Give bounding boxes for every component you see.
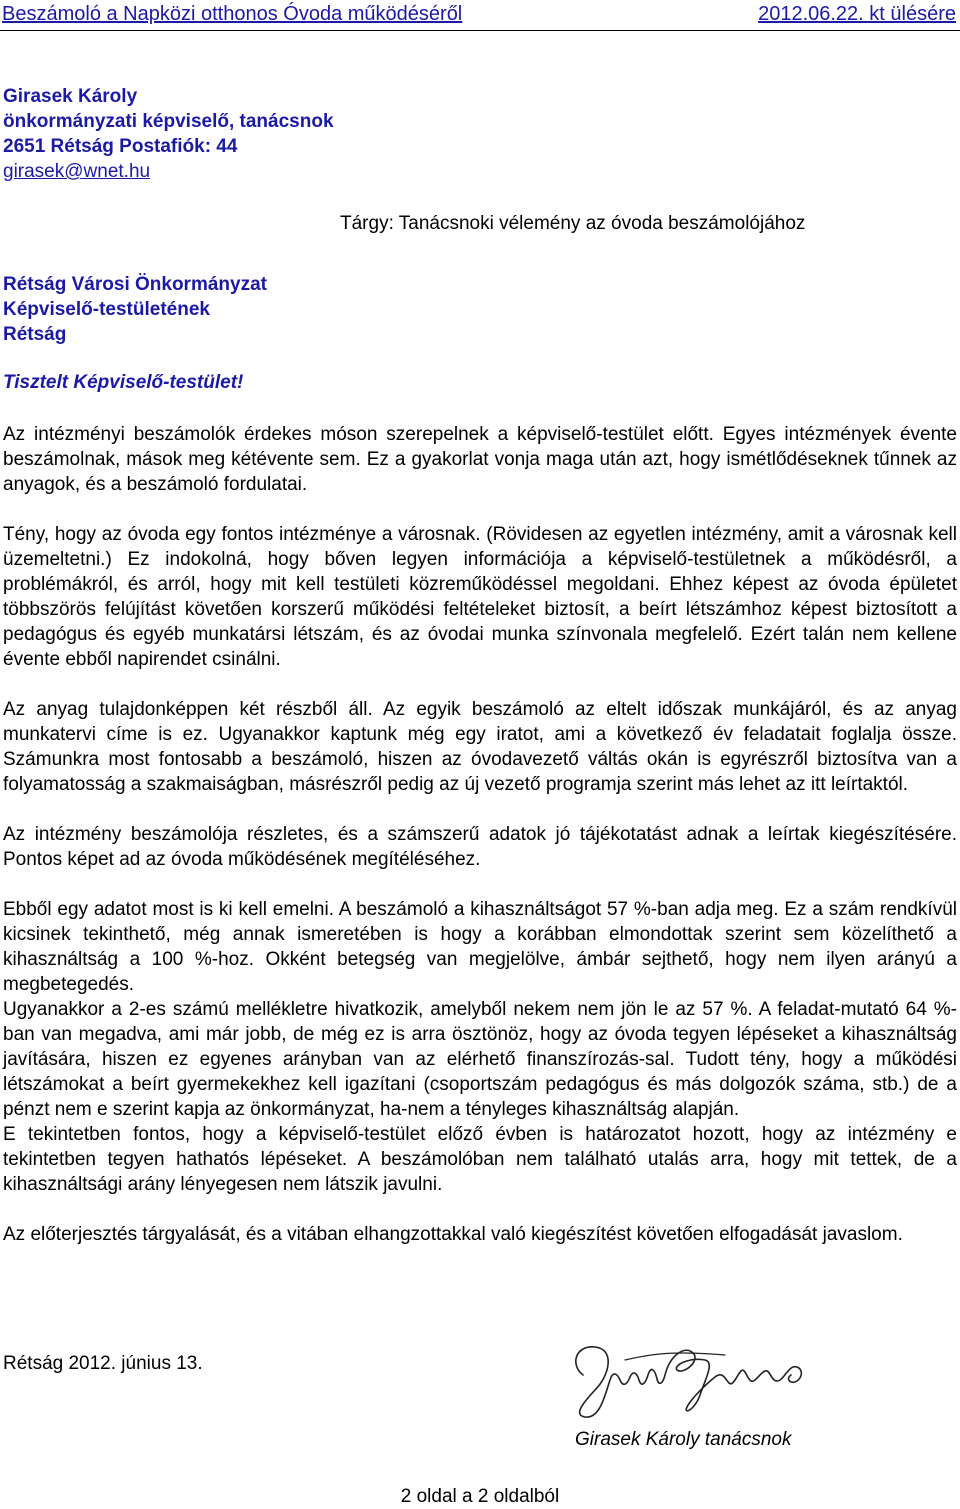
sender-email-link[interactable]: girasek@wnet.hu	[3, 161, 151, 182]
place-and-date: Rétság 2012. június 13.	[3, 1353, 203, 1374]
sender-role: önkormányzati képviselő, tanácsnok	[3, 111, 334, 132]
handwritten-signature	[565, 1335, 825, 1425]
recipient-block	[3, 272, 267, 347]
subject-line: Tárgy: Tanácsnoki vélemény az óvoda beszámolójához	[340, 213, 806, 234]
paragraph: Az előterjesztés tárgyalását, és a vitában elhangzottakkal való kiegészítést követően elfogadását javaslom.	[3, 1224, 903, 1245]
paragraph: Az intézmény beszámolója részletes, és a számszerű adatok jó tájékotatást adnak a leírtak kiegészítésére. Pontos képet ad az óvoda működésének megítéléséhez.	[3, 824, 957, 870]
header-title: Beszámoló a Napközi otthonos Óvoda működéséről	[2, 3, 463, 25]
paragraph: Az anyag tulajdonképpen két részből áll. Az egyik beszámoló az eltelt időszak munkájáról, és az anyag munkatervi címe is ez. Ugyanakkor kaptunk még egy iratot, ami a következő év feladatait foglalja össze. Számunkra most fontosabb a beszámoló, hiszen az óvodavezető váltás okán is egyrészről biztosítva van a folyamatosság a szakmaiságban, másrészről pedig az új vezető programja szerint más lehet az itt leírtaktól.	[3, 699, 957, 795]
sender-name: Girasek Károly	[3, 86, 138, 107]
paragraph: Az intézményi beszámolók érdekes móson szerepelnek a képviselő-testület előtt. Egyes intézmények évente beszámolnak, mások meg kétévente sem. Ez a gyakorlat vonja maga után azt, hogy ismétlődéseknek tűnnek az anyagok, és a beszámoló fordulatai.	[3, 424, 957, 495]
salutation: Tisztelt Képviselő-testület!	[3, 372, 244, 393]
paragraph: E tekintetben fontos, hogy a képviselő-testület előző évben is határozatot hozott, hogy az intézmény e tekintetben tegyen hathatós lépéseket. A beszámolóban nem található utalás arra, hogy mit tettek, de a kihasználtsági arány lényegesen nem látszik javulni.	[3, 1124, 957, 1195]
recipient-line-3: Rétság	[3, 324, 67, 345]
letter-body	[3, 422, 957, 1247]
paragraph: Ugyanakkor a 2-es számú mellékletre hivatkozik, amelyből nekem nem jön le az 57 %. A feladat-mutató 64 %-ban van megadva, ami már jobb, de még ez is arra ösztönöz, hogy az óvoda tegyen lépéseket a kihasználtság javítására, hiszen ez egyenes arányban van az elérhető finanszírozás-sal. Tudott tény, hogy a működési létszámokat a beírt gyermekekhez kell igazítani (csoportszám pedagógus és más dolgozók száma, stb.) de a pénzt nem e szerint kapja az önkormányzat, ha-nem a tényleges kihasználtság alapján.	[3, 999, 957, 1120]
sender-block	[3, 84, 334, 184]
page-number: 2 oldal a 2 oldalból	[400, 1486, 560, 1507]
sender-address: 2651 Rétság Postafiók: 44	[3, 136, 238, 157]
paragraph: Tény, hogy az óvoda egy fontos intézménye a városnak. (Rövidesen az egyetlen intézmény, amit a városnak kell üzemeltetni.) Ez indokolná, hogy bőven legyen információja a képviselő-testületnek a működésről, a problémákról, és arról, hogy mit kell testületi közreműködéssel megoldani. Ehhez képest az óvoda épületet többszörös felújítást követően korszerű működési feltételeket biztosít, a beírt létszámhoz képest biztosított a pedagógus és egyéb munkatársi létszám, és az óvodai munka színvonala megfelelő. Ezért talán nem kellene évente ebből napirendet csinálni.	[3, 524, 957, 670]
paragraph: Ebből egy adatot most is ki kell emelni. A beszámoló a kihasználtságot 57 %-ban adja meg. Ez a szám rendkívül kicsinek tekinthető, még annak ismeretében is hogy a korábban elmondottak szerint sem közelíthető a kihasználtság a 100 %-hoz. Okként betegség van megjelölve, ámbár sejthető, hogy nem ilyen arányú a megbetegedés.	[3, 899, 957, 995]
header-meeting-date: 2012.06.22. kt ülésére	[758, 3, 956, 25]
recipient-line-2: Képviselő-testületének	[3, 299, 210, 320]
signer-name: Girasek Károly tanácsnok	[575, 1429, 792, 1450]
recipient-line-1: Rétság Városi Önkormányzat	[3, 274, 267, 295]
page-header	[0, 0, 960, 31]
